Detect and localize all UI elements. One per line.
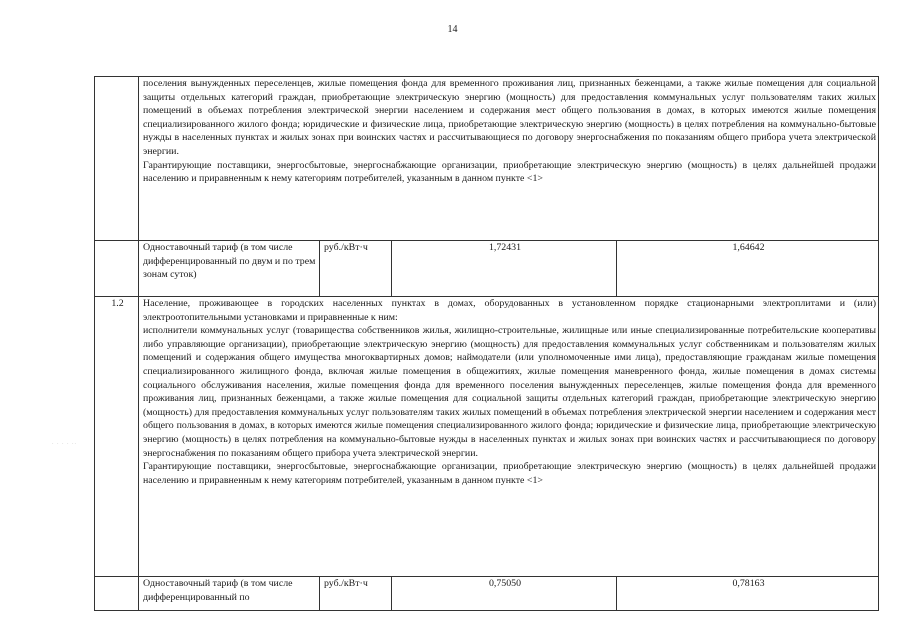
table-row-continued-description (95, 77, 879, 241)
description-paragraph: поселения вынужденных переселенцев, жилые помещения фонда для временного проживания лиц, признанных беженцами, а также жилые помещения для социальной защиты отдельных категорий граждан, приобретающие электрическую энергию (мощность) для предоставления коммунальных услуг пользователям таких жилых помещений в объемах потребления электрической энергии населением и содержания мест общего пользования в домах, в которых имеются жилые помещения специализированного жилого фонда; юридические и физические лица, приобретающие электрическую энергию (мощность) в целях потребления на коммунально-бытовые нужды в населенных пунктах и жилых зонах при воинских частях и рассчитывающиеся по договору энергоснабжения по показаниям общего прибора учета электрической энергии. (143, 78, 877, 157)
table-row-description-1-2 (95, 297, 879, 577)
row-number-cell (95, 77, 139, 241)
table-row-tariff (95, 241, 879, 297)
empty-number-cell (95, 241, 139, 297)
description-paragraph: Население, проживающее в городских населенных пунктах в домах, оборудованных в установленном порядке стационарными электроплитами и (или) электроотопительными установками и приравненные к ним: (143, 298, 877, 323)
tariff-value-first-half: 0,75050 (392, 577, 617, 611)
tariff-value-first-half: 1,72431 (392, 241, 617, 297)
page-number: 14 (447, 24, 458, 35)
tariff-label-cell: Одноставочный тариф (в том числе дифференцированный по (139, 577, 320, 611)
tariff-table (94, 76, 879, 611)
tariff-value-second-half: 0,78163 (617, 577, 879, 611)
row-number-cell: 1.2 (95, 297, 139, 577)
empty-number-cell (95, 577, 139, 611)
description-paragraph: Гарантирующие поставщики, энергосбытовые, энергоснабжающие организации, приобретающие электрическую энергию (мощность) в целях дальнейшей продажи населению и приравненным к нему категориям потребителей, указанным в данном пункте <1> (143, 159, 877, 185)
margin-marks: . . . . .. (52, 440, 77, 446)
tariff-unit-cell: руб./кВт·ч (320, 577, 392, 611)
tariff-value-second-half: 1,64642 (617, 241, 879, 297)
description-cell (139, 77, 879, 241)
description-paragraph: Гарантирующие поставщики, энергосбытовые, энергоснабжающие организации, приобретающие электрическую энергию (мощность) в целях дальнейшей продажи населению и приравненным к нему категориям потребителей, указанным в данном пункте <1> (143, 461, 877, 486)
tariff-unit-cell: руб./кВт·ч (320, 241, 392, 297)
table-row-tariff (95, 577, 879, 611)
description-cell (139, 297, 879, 577)
tariff-label-cell: Одноставочный тариф (в том числе дифференцированный по двум и по трем зонам суток) (139, 241, 320, 297)
description-paragraph: исполнители коммунальных услуг (товарищества собственников жилья, жилищно-строительные, жилищные или иные специализированные потребительские кооперативы либо управляющие организации), приобретающие электрическую энергию (мощность) для предоставления коммунальных услуг собственникам и пользователям жилых помещений и содержания общего имущества многоквартирных домов; наймодатели (или уполномоченные ими лица), предоставляющие гражданам жилые помещения специализированного жилищного фонда, включая жилые помещения в общежитиях, жилые помещения маневренного фонда, жилые помещения в домах системы социального обслуживания населения, жилые помещения фонда для временного поселения вынужденных переселенцев, жилые помещения фонда для временного проживания лиц, признанных беженцами, а также жилые помещения для социальной защиты отдельных категорий граждан, приобретающие электрическую энергию (мощность) для предоставления коммунальных услуг пользователям таких жилых помещений в объемах потребления электрической энергии населением и содержания мест общего пользования в домах, в которых имеются жилые помещения специализированного жилого фонда; юридические и физические лица, приобретающие электрическую энергию (мощность) в целях потребления на коммунально-бытовые нужды в населенных пунктах и жилых зонах при воинских частях и рассчитывающиеся по договору энергоснабжения по показаниям общего прибора учета электрической энергии. (143, 325, 877, 459)
